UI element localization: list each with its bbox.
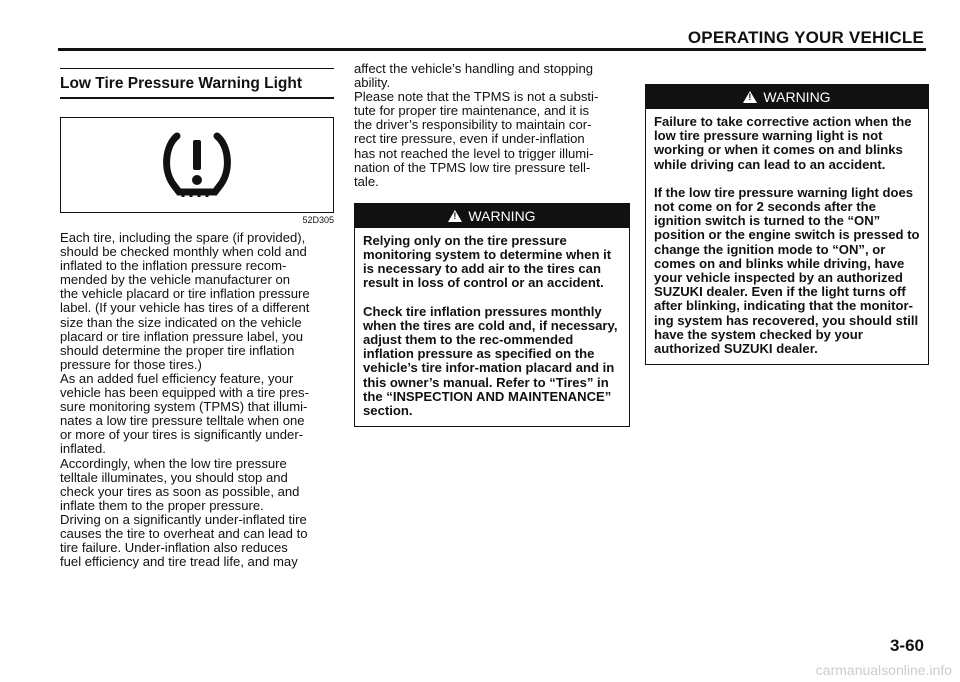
warning-body [355,228,629,426]
body-paragraph: affect the vehicle’s handling and stopping ability. Please note that the TPMS is not a substi- tute for proper tire maintenance, and it is the driver’s responsibility to maintain cor- rect tire pressure, even if under-inflation has not reached the level to trigger illumi- nation of the TPMS low tire pressure tell- tale. [354,61,599,189]
warning-triangle-icon [743,91,757,103]
warning-paragraph: Failure to take corrective action when the low tire pressure warning light is not working or when it comes on and blinks while driving can lead to an accident. [654,114,912,172]
warning-box [354,203,630,427]
figure-code: 52D305 [302,215,334,225]
warning-paragraph: Relying only on the tire pressure monitoring system to determine when it is necessary to add air to the tires can result in loss of control or an accident. [363,232,612,291]
warning-paragraph: Check tire inflation pressures monthly when the tires are cold and, if necessary, adjust them to the rec-ommended inflation pressure as specified on the vehicle’s tire infor-mation placard and in this owner’s manual. Refer to “Tires” in the “INSPECTION AND MAINTENANCE” section. [363,303,618,419]
warning-body [646,109,928,364]
section-title-rule [60,97,334,99]
warning-label: WARNING [763,89,831,105]
figure-box [60,117,334,213]
warning-label: WARNING [468,207,536,224]
warning-header [355,204,629,228]
body-paragraph: Each tire, including the spare (if provided), should be checked monthly when cold and inflated to the inflation pressure recom- mended by the vehicle manufacturer on the vehicle placard or tire inflation pressure label. (If your vehicle has tires of a different size than the size indicated on the vehicle placard or tire inflation pressure label, you should determine the proper tire inflation pressure for those tires.) As an added fuel efficiency feature, your vehicle has been equipped with a tire pres- sure monitoring system (TPMS) that illumi- nates a low tire pressure telltale when one or more of your tires is significantly under- inflated. Accordingly, when the low tire pressure telltale illuminates, you should stop and check your tires as soon as possible, and inflate them to the proper pressure. Driving on a significantly under-inflated tire causes the tire to overheat and can lead to tire failure. Under-inflation also reduces fuel efficiency and tire tread life, and may [60,230,310,570]
warning-paragraph: If the low tire pressure warning light does not come on for 2 seconds after the ignition switch is turned to the “ON” position or the engine switch is pressed to change the ignition mode to “ON”, or comes on and blinks while driving, have your vehicle inspected by an authorized SUZUKI dealer. Even if the light turns off after blinking, indicating that the monitor-ing system has recovered, you should still have the system checked by your authorized SUZUKI dealer. [654,184,920,357]
page-number: 3-60 [889,636,924,655]
column-1 [60,62,334,569]
warning-header [646,85,928,109]
section-title: Low Tire Pressure Warning Light [60,75,303,92]
warning-triangle-icon [448,210,462,222]
column-3 [645,84,929,365]
watermark: carmanualsonline.info [815,662,952,678]
warning-box [645,84,929,365]
section-header: OPERATING YOUR VEHICLE [687,28,924,47]
section-title-top-rule [60,68,334,69]
header-rule [58,48,926,51]
column-2 [354,62,630,427]
tire-pressure-warning-icon [161,130,233,200]
